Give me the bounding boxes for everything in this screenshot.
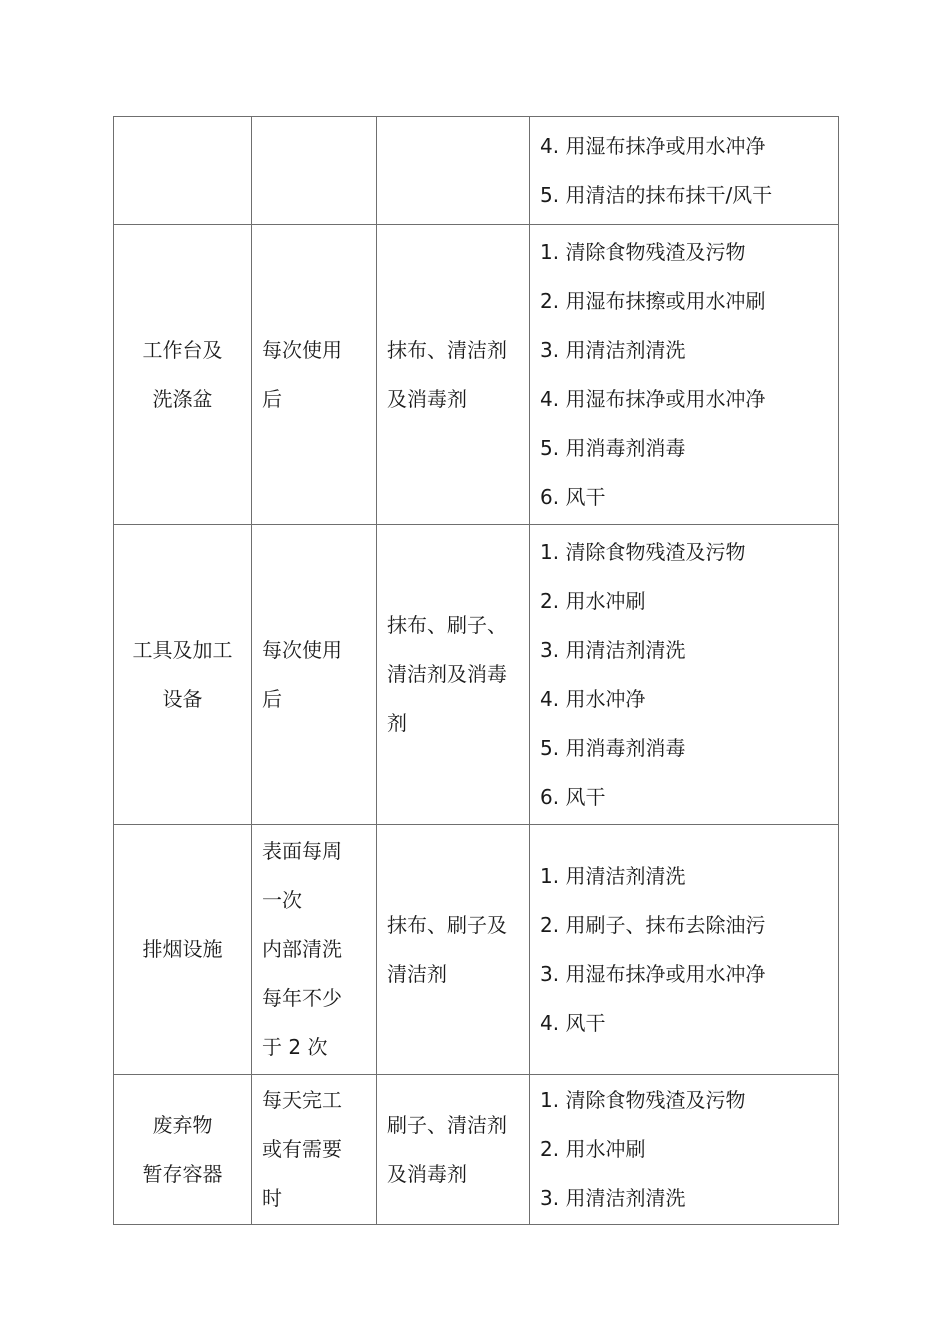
frequency-line: 或有需要 bbox=[262, 1137, 342, 1161]
tools-cell bbox=[377, 825, 530, 1075]
step-line: 4. 风干 bbox=[540, 1010, 606, 1035]
tools-cell bbox=[377, 525, 530, 825]
step-line: 6. 风干 bbox=[540, 784, 606, 809]
step-line: 5. 用清洁的抹布抹干/风干 bbox=[540, 182, 773, 207]
steps-cell bbox=[530, 525, 839, 825]
cleaning-schedule-table bbox=[113, 116, 839, 1225]
step-line: 6. 风干 bbox=[540, 484, 606, 509]
item-cell bbox=[114, 117, 252, 225]
item-cell bbox=[114, 825, 252, 1075]
steps-cell bbox=[530, 825, 839, 1075]
item-line: 排烟设施 bbox=[142, 937, 223, 961]
tools-cell bbox=[377, 117, 530, 225]
item-cell bbox=[114, 525, 252, 825]
tools-cell bbox=[377, 1075, 530, 1225]
step-line: 4. 用水冲净 bbox=[540, 686, 646, 711]
frequency-line: 每次使用 bbox=[262, 637, 342, 662]
table-row bbox=[114, 117, 839, 225]
frequency-line: 表面每周 bbox=[262, 839, 342, 863]
step-line: 1. 清除食物残渣及污物 bbox=[540, 239, 746, 264]
tools-line: 及消毒剂 bbox=[387, 386, 467, 411]
frequency-cell bbox=[252, 117, 377, 225]
frequency-line: 一次 bbox=[262, 888, 302, 912]
step-line: 2. 用水冲刷 bbox=[540, 588, 646, 613]
step-line: 3. 用清洁剂清洗 bbox=[540, 637, 686, 662]
frequency-cell bbox=[252, 825, 377, 1075]
table-row bbox=[114, 525, 839, 825]
item-line: 洗涤盆 bbox=[152, 386, 213, 411]
frequency-line: 每天完工 bbox=[262, 1088, 342, 1112]
frequency-line: 后 bbox=[262, 686, 282, 711]
step-line: 3. 用湿布抹净或用水冲净 bbox=[540, 961, 766, 986]
frequency-cell bbox=[252, 225, 377, 525]
step-line: 3. 用清洁剂清洗 bbox=[540, 1186, 686, 1210]
frequency-line: 时 bbox=[262, 1186, 282, 1210]
table-row bbox=[114, 225, 839, 525]
step-line: 5. 用消毒剂消毒 bbox=[540, 735, 686, 760]
item-line: 暂存容器 bbox=[142, 1161, 223, 1186]
item-line: 废弃物 bbox=[152, 1112, 213, 1137]
steps-cell bbox=[530, 117, 839, 225]
item-cell bbox=[114, 225, 252, 525]
step-line: 5. 用消毒剂消毒 bbox=[540, 435, 686, 460]
tools-line: 清洁剂及消毒 bbox=[387, 662, 507, 686]
step-line: 1. 清除食物残渣及污物 bbox=[540, 1088, 746, 1112]
tools-line: 抹布、清洁剂 bbox=[387, 337, 507, 362]
tools-line: 抹布、刷子、 bbox=[387, 613, 507, 637]
steps-cell bbox=[530, 1075, 839, 1225]
step-line: 4. 用湿布抹净或用水冲净 bbox=[540, 386, 766, 411]
step-line: 1. 清除食物残渣及污物 bbox=[540, 539, 746, 564]
frequency-cell bbox=[252, 525, 377, 825]
frequency-line: 于 2 次 bbox=[262, 1035, 328, 1059]
frequency-line: 每次使用 bbox=[262, 337, 342, 362]
tools-cell bbox=[377, 225, 530, 525]
frequency-line: 内部清洗 bbox=[262, 937, 342, 961]
step-line: 3. 用清洁剂清洗 bbox=[540, 337, 686, 362]
table-row bbox=[114, 1075, 839, 1225]
step-line: 4. 用湿布抹净或用水冲净 bbox=[540, 133, 766, 158]
tools-line: 清洁剂 bbox=[387, 961, 447, 986]
step-line: 2. 用湿布抹擦或用水冲刷 bbox=[540, 288, 766, 313]
tools-line: 刷子、清洁剂 bbox=[387, 1112, 507, 1137]
frequency-line: 每年不少 bbox=[262, 986, 342, 1010]
step-line: 2. 用水冲刷 bbox=[540, 1137, 646, 1161]
tools-line: 剂 bbox=[387, 711, 407, 735]
tools-line: 抹布、刷子及 bbox=[387, 912, 507, 937]
steps-cell bbox=[530, 225, 839, 525]
step-line: 1. 用清洁剂清洗 bbox=[540, 863, 686, 888]
tools-line: 及消毒剂 bbox=[387, 1161, 467, 1186]
item-line: 设备 bbox=[162, 686, 203, 711]
item-cell bbox=[114, 1075, 252, 1225]
step-line: 2. 用刷子、抹布去除油污 bbox=[540, 912, 766, 937]
item-line: 工具及加工 bbox=[132, 637, 233, 662]
frequency-line: 后 bbox=[262, 386, 282, 411]
table-row bbox=[114, 825, 839, 1075]
item-line: 工作台及 bbox=[142, 337, 223, 362]
frequency-cell bbox=[252, 1075, 377, 1225]
